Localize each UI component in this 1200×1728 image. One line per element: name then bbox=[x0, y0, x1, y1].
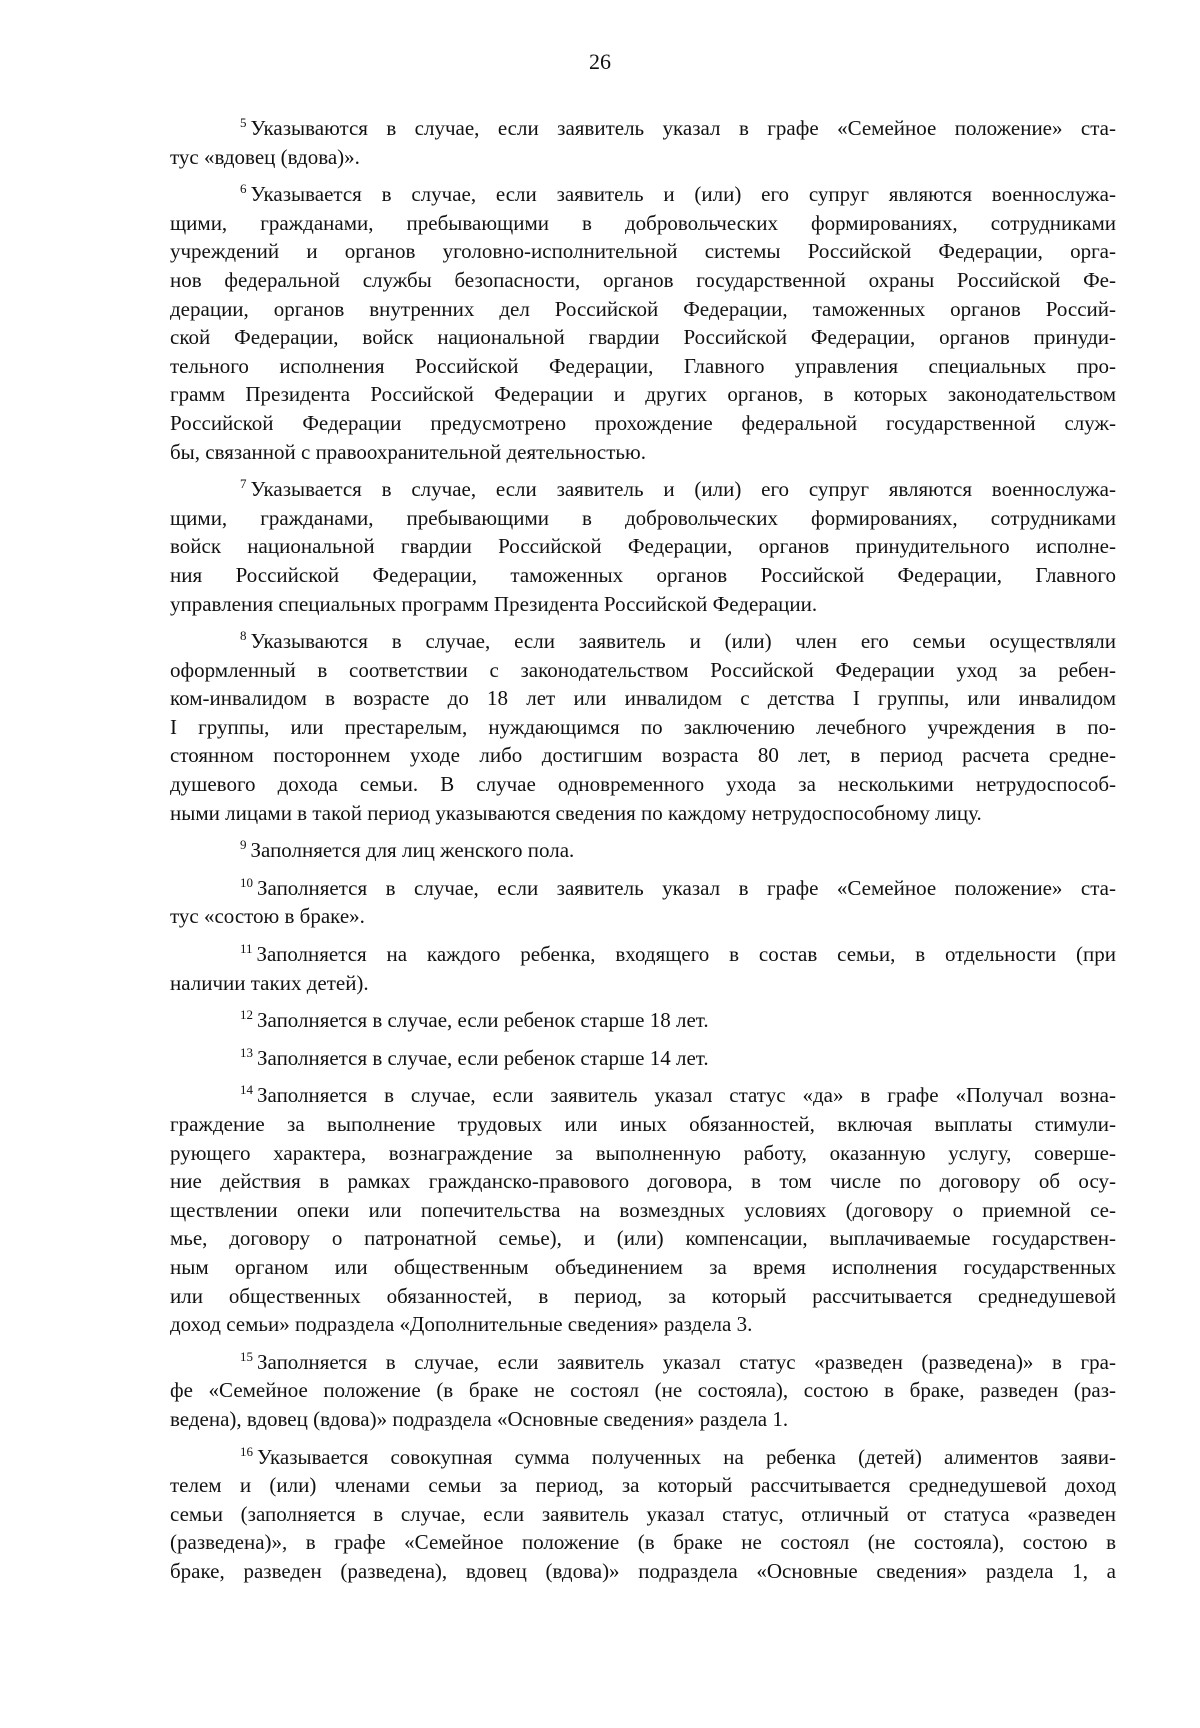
footnote-line bbox=[170, 266, 1116, 295]
footnote-line bbox=[170, 590, 1116, 619]
footnote-text: управления специальных программ Президента Российской Федерации. bbox=[170, 591, 818, 616]
footnote-line bbox=[170, 770, 1116, 799]
footnote-line bbox=[170, 143, 1116, 172]
footnote-text: мье, договору о патронатной семье), и (или) компенсации, выплачиваемые государствен- bbox=[170, 1226, 1116, 1251]
footnote-line bbox=[170, 940, 1116, 969]
footnote-text: тельного исполнения Российской Федерации, Главного управления специальных про- bbox=[170, 353, 1116, 378]
footnote-15 bbox=[170, 1348, 1116, 1434]
footnote-line bbox=[170, 1044, 1116, 1073]
footnote-marker: 14 bbox=[240, 1082, 253, 1098]
footnote-marker: 5 bbox=[240, 115, 247, 130]
footnote-line bbox=[170, 561, 1116, 590]
footnote-text: ния Российской Федерации, таможенных органов Российской Федерации, Главного bbox=[170, 562, 1116, 587]
footnote-line bbox=[170, 1253, 1116, 1282]
footnote-text: ведена), вдовец (вдова)» подраздела «Основные сведения» раздела 1. bbox=[170, 1406, 789, 1431]
page-number: 26 bbox=[589, 49, 611, 74]
footnote-line bbox=[170, 380, 1116, 409]
footnote-text: семьи (заполняется в случае, если заявитель указал статус, отличный от статуса «разведен bbox=[170, 1501, 1116, 1526]
footnote-line bbox=[170, 438, 1116, 467]
footnote-line bbox=[170, 1006, 1116, 1035]
footnote-text: доход семьи» подраздела «Дополнительные сведения» раздела 3. bbox=[170, 1312, 753, 1337]
footnote-line bbox=[170, 627, 1116, 656]
footnote-12 bbox=[170, 1006, 1116, 1035]
footnote-line bbox=[170, 799, 1116, 828]
footnote-line bbox=[170, 352, 1116, 381]
footnote-marker: 8 bbox=[240, 628, 247, 644]
footnote-line bbox=[170, 741, 1116, 770]
footnote-line bbox=[170, 532, 1116, 561]
footnote-text: нов федеральной службы безопасности, органов государственной охраны Российской Фе- bbox=[170, 267, 1116, 292]
footnote-line bbox=[170, 1471, 1116, 1500]
footnote-line bbox=[170, 114, 1116, 143]
footnote-text: Заполняется в случае, если заявитель указал статус «да» в графе «Получал возна- bbox=[257, 1083, 1116, 1108]
footnote-text: Заполняется в случае, если ребенок старше 14 лет. bbox=[257, 1045, 709, 1070]
footnote-text: Указывается в случае, если заявитель и (или) его супруг являются военнослужа- bbox=[250, 182, 1116, 207]
footnote-text: Указываются в случае, если заявитель и (или) член его семьи осуществляли bbox=[250, 629, 1116, 654]
footnote-text: Заполняется в случае, если заявитель указал статус «разведен (разведена)» в гра- bbox=[257, 1349, 1116, 1374]
footnote-text: оформленный в соответствии с законодательством Российской Федерации уход за ребен- bbox=[170, 657, 1116, 682]
footnote-line bbox=[170, 1310, 1116, 1339]
footnote-text: ком-инвалидом в возрасте до 18 лет или инвалидом с детства I группы, или инвалидом bbox=[170, 686, 1116, 711]
footnote-line bbox=[170, 323, 1116, 352]
footnote-marker: 12 bbox=[240, 1007, 253, 1023]
footnote-text: ской Федерации, войск национальной гвардии Российской Федерации, органов принуди- bbox=[170, 325, 1116, 350]
footnote-line bbox=[170, 1110, 1116, 1139]
footnote-text: щими, гражданами, пребывающими в добровольческих формированиях, сотрудниками bbox=[170, 210, 1116, 235]
footnote-text: учреждений и органов уголовно-исполнительной системы Российской Федерации, орга- bbox=[170, 239, 1116, 264]
footnote-text: Указывается в случае, если заявитель и (или) его супруг являются военнослужа- bbox=[250, 477, 1116, 502]
footnote-9 bbox=[170, 836, 1116, 865]
footnote-text: ным органом или общественным объединением за время исполнения государственных bbox=[170, 1254, 1116, 1279]
footnote-line bbox=[170, 1224, 1116, 1253]
footnote-13 bbox=[170, 1044, 1116, 1073]
footnote-text: Заполняется для лиц женского пола. bbox=[250, 838, 575, 863]
footnote-text: войск национальной гвардии Российской Федерации, органов принудительного исполне- bbox=[170, 534, 1116, 559]
footnote-text: наличии таких детей). bbox=[170, 970, 369, 995]
footnote-text: Заполняется на каждого ребенка, входящего в состав семьи, в отдельности (при bbox=[256, 942, 1116, 967]
footnote-line bbox=[170, 656, 1116, 685]
footnote-6 bbox=[170, 180, 1116, 466]
footnote-marker: 10 bbox=[240, 874, 253, 890]
footnote-line bbox=[170, 180, 1116, 209]
footnote-line bbox=[170, 902, 1116, 931]
footnote-16 bbox=[170, 1443, 1116, 1586]
footnote-marker: 6 bbox=[240, 181, 247, 197]
footnote-marker: 13 bbox=[240, 1044, 253, 1060]
footnote-text: тус «состою в браке». bbox=[170, 904, 365, 929]
footnote-line bbox=[170, 1500, 1116, 1529]
footnote-line bbox=[170, 475, 1116, 504]
footnote-text: тус «вдовец (вдова)». bbox=[170, 144, 360, 169]
footnote-line bbox=[170, 1282, 1116, 1311]
footnote-text: браке, разведен (разведена), вдовец (вдова)» подраздела «Основные сведения» раздела 1, а bbox=[170, 1558, 1116, 1583]
footnote-line bbox=[170, 836, 1116, 865]
footnote-text: граждение за выполнение трудовых или иных обязанностей, включая выплаты стимули- bbox=[170, 1112, 1116, 1136]
footnote-line bbox=[170, 1557, 1116, 1586]
footnote-line bbox=[170, 409, 1116, 438]
footnote-line bbox=[170, 969, 1116, 998]
footnote-line bbox=[170, 1405, 1116, 1434]
footnote-text: ными лицами в такой период указываются сведения по каждому нетрудоспособному лицу. bbox=[170, 800, 982, 825]
footnote-line bbox=[170, 295, 1116, 324]
footnote-line bbox=[170, 874, 1116, 903]
footnote-text: дерации, органов внутренних дел Российской Федерации, таможенных органов Россий- bbox=[170, 296, 1116, 321]
footnote-line bbox=[170, 1167, 1116, 1196]
footnote-line bbox=[170, 1348, 1116, 1377]
footnote-marker: 11 bbox=[240, 941, 253, 957]
footnote-line bbox=[170, 504, 1116, 533]
footnote-text: ществлении опеки или попечительства на возмездных условиях (договору о приемной се- bbox=[170, 1197, 1116, 1222]
footnote-text: рующего характера, вознаграждение за выполненную работу, оказанную услугу, соверше- bbox=[170, 1140, 1116, 1165]
footnote-text: ние действия в рамках гражданско-правового договора, в том числе по договору об осу- bbox=[170, 1169, 1116, 1194]
footnote-line bbox=[170, 713, 1116, 742]
footnote-line bbox=[170, 1528, 1116, 1557]
footnote-line bbox=[170, 1139, 1116, 1168]
footnote-text: (разведена)», в графе «Семейное положение (в браке не состоял (не состояла), состою в bbox=[170, 1530, 1116, 1555]
footnote-line bbox=[170, 684, 1116, 713]
footnote-text: щими, гражданами, пребывающими в добровольческих формированиях, сотрудниками bbox=[170, 505, 1116, 530]
footnotes-list bbox=[170, 114, 1116, 1595]
footnote-marker: 16 bbox=[240, 1443, 253, 1459]
footnote-text: Заполняется в случае, если заявитель указал в графе «Семейное положение» ста- bbox=[257, 875, 1116, 900]
footnote-text: Указываются в случае, если заявитель указал в графе «Семейное положение» ста- bbox=[250, 116, 1116, 140]
footnote-line bbox=[170, 209, 1116, 238]
footnote-text: или общественных обязанностей, в период, за который рассчитывается среднедушевой bbox=[170, 1283, 1116, 1308]
footnote-text: Заполняется в случае, если ребенок старше 18 лет. bbox=[257, 1008, 709, 1033]
footnote-text: Указывается совокупная сумма полученных на ребенка (детей) алиментов заяви- bbox=[257, 1444, 1116, 1469]
footnote-11 bbox=[170, 940, 1116, 997]
footnote-5 bbox=[170, 114, 1116, 171]
footnote-text: стоянном постороннем уходе либо достигшим возраста 80 лет, в период расчета средне- bbox=[170, 743, 1116, 768]
footnote-14 bbox=[170, 1081, 1116, 1338]
footnote-text: телем и (или) членами семьи за период, за который рассчитывается среднедушевой доход bbox=[170, 1473, 1116, 1498]
footnote-marker: 15 bbox=[240, 1348, 253, 1364]
footnote-line bbox=[170, 1081, 1116, 1110]
footnote-7 bbox=[170, 475, 1116, 618]
footnote-text: I группы, или престарелым, нуждающимся по заключению лечебного учреждения в по- bbox=[170, 714, 1116, 739]
footnote-marker: 7 bbox=[240, 476, 247, 492]
footnote-text: бы, связанной с правоохранительной деятельностью. bbox=[170, 439, 646, 464]
footnote-8 bbox=[170, 627, 1116, 827]
footnote-text: фе «Семейное положение (в браке не состоял (не состояла), состою в браке, разведен (раз- bbox=[170, 1378, 1116, 1403]
footnote-text: душевого дохода семьи. В случае одновременного ухода за несколькими нетрудоспособ- bbox=[170, 772, 1116, 797]
footnote-line bbox=[170, 1443, 1116, 1472]
footnote-text: Российской Федерации предусмотрено прохождение федеральной государственной служ- bbox=[170, 410, 1116, 435]
footnote-marker: 9 bbox=[240, 837, 247, 853]
footnote-line bbox=[170, 1196, 1116, 1225]
footnote-line bbox=[170, 237, 1116, 266]
footnote-text: грамм Президента Российской Федерации и других органов, в которых законодательством bbox=[170, 382, 1116, 407]
footnote-line bbox=[170, 1376, 1116, 1405]
footnote-10 bbox=[170, 874, 1116, 931]
